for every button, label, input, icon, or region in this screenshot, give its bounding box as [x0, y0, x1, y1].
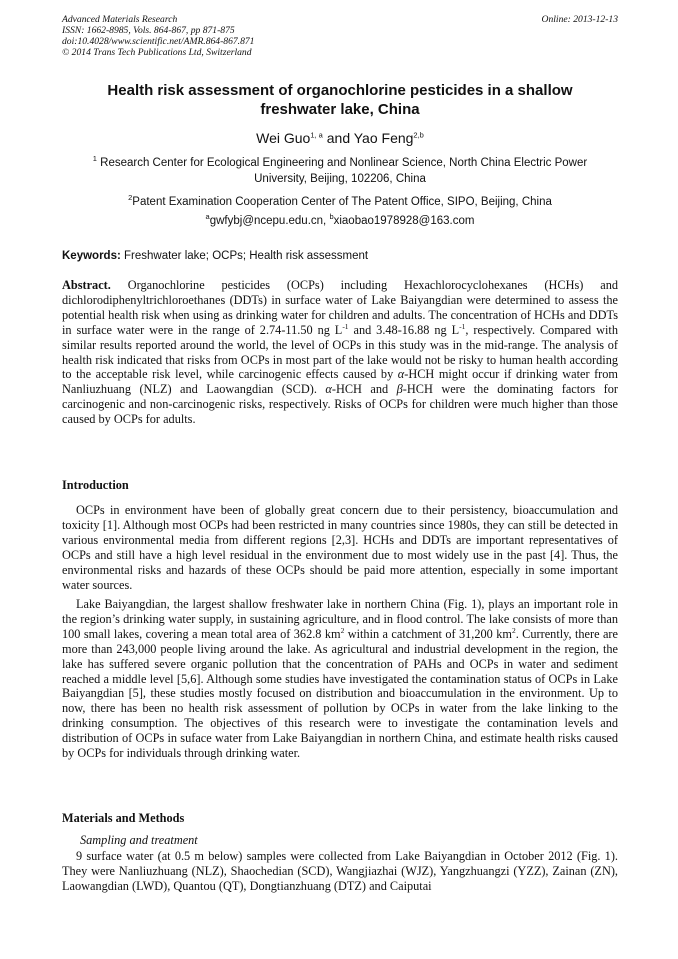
- affiliation-text: Research Center for Ecological Engineering and Nonlinear Science, North China Electric Power University, Beijing, 102206, China: [96, 157, 588, 185]
- methods-subheading: Sampling and treatment: [80, 833, 198, 847]
- doi-line: doi:10.4028/www.scientific.net/AMR.864-867.871: [62, 36, 255, 47]
- affiliation-2: [62, 194, 618, 210]
- keywords-line: [62, 250, 618, 262]
- abstract-text: and 3.48-16.88 ng L: [348, 322, 460, 337]
- unit-superscript: 2: [340, 625, 345, 635]
- email-address[interactable]: gwfybj@ncepu.edu.cn,: [209, 215, 330, 227]
- abstract-text: Organochlorine pesticides (OCPs) including Hexachlorocyclohexanes (HCHs) and dichlorodiphenyltrichloroethanes (DDTs) in surface water of Lake Baiyangdian were determined to assess the potential health risk when using as drinking water for children and adults. The concentration of HCHs and DDTs in surface water were in the range of 2.74-11.50 ng L: [62, 278, 618, 337]
- greek-alpha: α: [397, 367, 405, 382]
- email-address[interactable]: xiaobao1978928@163.com: [333, 215, 475, 227]
- paragraph-text: Lake Baiyangdian, the largest shallow freshwater lake in northern China (Fig. 1), plays an important role in the region’s drinking water supply, in sustaining agriculture, and in flood control. The lake consists of more than 100 small lakes, covering a mean total area of 362.8 km: [62, 597, 618, 641]
- email-superscript: b: [329, 212, 334, 222]
- introduction-paragraph-1: OCPs in environment have been of globally great concern due to their persistency, bioaccumulation and toxicity [1]. Although most OCPs had been restricted in many countries since 1980s, they can still be detected in various environmental media from different regions [2,3]. HCHs and DDTs are important representatives of OCPs and still have a high level residual in the environment due to most widely use in the past [4]. Thus, the environmental risks and hazards of these OCPs should be paid more attention, especially in some important water sources.: [62, 503, 618, 592]
- methods-heading: Materials and Methods: [62, 811, 185, 825]
- abstract-text: , respectively. Compared with similar results reported around the world, the level of OCPs in this study was in the mid-range. The analysis of health risk indicated that risks from OCPs in most part of the lake would not be risky to human health according to the acceptable risk level, while carcinogenic effects caused by: [62, 322, 618, 382]
- abstract-paragraph: [62, 278, 618, 427]
- abstract-text: -HCH might occur if drinking water from Nanliuzhuang (NLZ) and Laowangdian (SCD).: [62, 367, 618, 397]
- online-date: Online: 2013-12-13: [541, 14, 618, 25]
- email-superscript: a: [205, 212, 210, 222]
- methods-paragraph-1: 9 surface water (at 0.5 m below) samples were collected from Lake Baiyangdian in October 2012 (Fig. 1). They were Nanliuzhuang (NLZ), Shaochedian (SCD), Wangjiazhai (WJZ), Yangzhuangzi (YZZ), Zainan (ZN), Laowangdian (LWD), Quantou (QT), Dongtianzhuang (DTZ) and Caiputai: [62, 849, 618, 893]
- abstract-text: -HCH were the dominating factors for carcinogenic and non-carcinogenic risks, respectively. Risks of OCPs for children were much higher than those caused by OCPs for adults.: [62, 382, 619, 427]
- author-superscript: 2,b: [413, 130, 424, 140]
- author-name: Yao Feng: [353, 130, 414, 146]
- affiliation-1: [66, 155, 614, 187]
- author-superscript: 1, a: [310, 130, 323, 140]
- author-connector: and: [322, 130, 354, 146]
- abstract-text: -HCH and: [331, 382, 397, 397]
- unit-superscript: 2: [511, 625, 516, 635]
- keywords-label: Keywords:: [62, 250, 121, 262]
- author-name: Wei Guo: [256, 130, 311, 146]
- unit-superscript: -1: [459, 321, 466, 331]
- introduction-paragraph-2: [62, 597, 618, 761]
- unit-superscript: -1: [342, 321, 349, 331]
- email-line: [62, 213, 618, 229]
- issn-line: ISSN: 1662-8985, Vols. 864-867, pp 871-875: [62, 25, 235, 36]
- author-line: [62, 130, 618, 146]
- copyright-line: © 2014 Trans Tech Publications Ltd, Switzerland: [62, 47, 252, 58]
- affiliation-superscript: 1: [92, 154, 97, 164]
- paper-title: Health risk assessment of organochlorine pesticides in a shallow freshwater lake, China: [107, 82, 573, 118]
- greek-beta: β: [396, 382, 403, 397]
- keywords-text: Freshwater lake; OCPs; Health risk assessment: [120, 250, 369, 262]
- introduction-heading: Introduction: [62, 478, 129, 492]
- paragraph-text: . Currently, there are more than 243,000 people living around the lake. As agricultural and industrial development in the region, the lake has suffered severe organic pollution that the concentration of PAHs and OCPs in water and sediment reached a middle level [5,6]. Although some studies have investigated the contamination status of OCPs in Lake Baiyangdian [5], these studies mostly focused on distribution and bioaccumulation in the environment. Up to now, there has been no health risk assessment of pollution by OCPs in water from the lake linking to the drinking consumption. The objectives of this research were to investigate the contamination levels and distribution of OCPs in suface water from Lake Baiyangdian in northern China, and estimate health risks caused by OCPs for individuals through drinking water.: [62, 626, 618, 761]
- greek-alpha: α: [325, 382, 332, 397]
- affiliation-text: Patent Examination Cooperation Center of The Patent Office, SIPO, Beijing, China: [132, 196, 552, 208]
- paragraph-text: within a catchment of 31,200 km: [344, 626, 512, 641]
- journal-name: Advanced Materials Research: [62, 14, 178, 25]
- journal-header: [62, 14, 618, 58]
- abstract-label: Abstract.: [62, 278, 111, 292]
- affiliation-superscript: 2: [128, 193, 133, 203]
